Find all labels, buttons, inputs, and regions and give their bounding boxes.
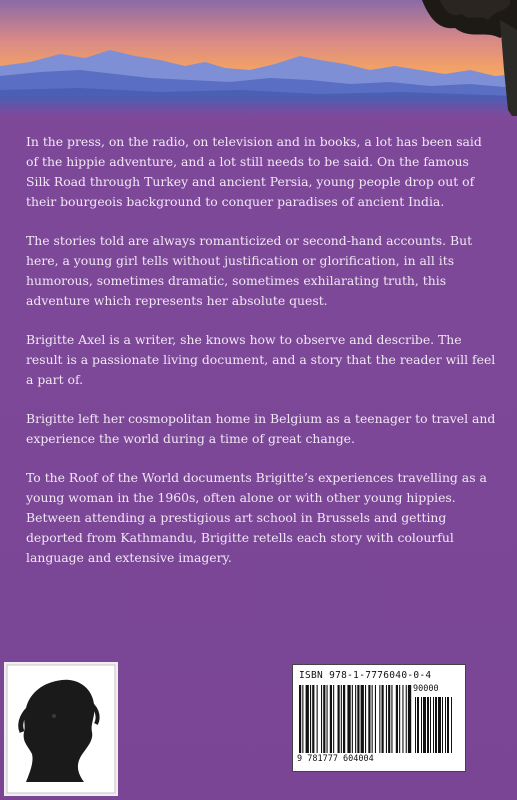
barcode-block: [292, 664, 466, 772]
addon-digits: 90000: [413, 684, 439, 694]
blurb-paragraph-5: To the Roof of the World documents Brigitte’s experiences travelling as a young woman in the 1960s, often alone or with other young hippies. Between attending a prestigious art school in Brussels and getting deported from Kathmandu, Brigitte retells each story with colourful language and extensive imagery.: [26, 470, 487, 565]
back-cover-blurb: [26, 132, 496, 587]
isbn-text: ISBN 978-1-7776040-0-4: [299, 670, 432, 681]
blurb-paragraph-1: In the press, on the radio, on television and in books, a lot has been said of the hippie adventure, and a lot still needs to be said. On the famous Silk Road through Turkey and ancient Persia, young people drop out of their bourgeois background to conquer paradises of ancient India.: [26, 134, 482, 209]
ean-digits: 9 781777 604004: [297, 754, 374, 764]
blurb-paragraph-4: Brigitte left her cosmopolitan home in Belgium as a teenager to travel and experience the world during a time of great change.: [26, 411, 496, 446]
blurb-paragraph-2: The stories told are always romanticized or second-hand accounts. But here, a young girl tells without justification or glorification, in all its humorous, sometimes dramatic, sometimes exhilarating truth, this adventure which represents her absolute quest.: [26, 233, 473, 308]
silhouette-portrait-icon: [4, 662, 118, 796]
barcode-icon: [297, 685, 461, 753]
blurb-paragraph-3: Brigitte Axel is a writer, she knows how to observe and describe. The result is a passionate living document, and a story that the reader will feel a part of.: [26, 332, 496, 387]
mountain-sunset-icon: [0, 0, 517, 116]
